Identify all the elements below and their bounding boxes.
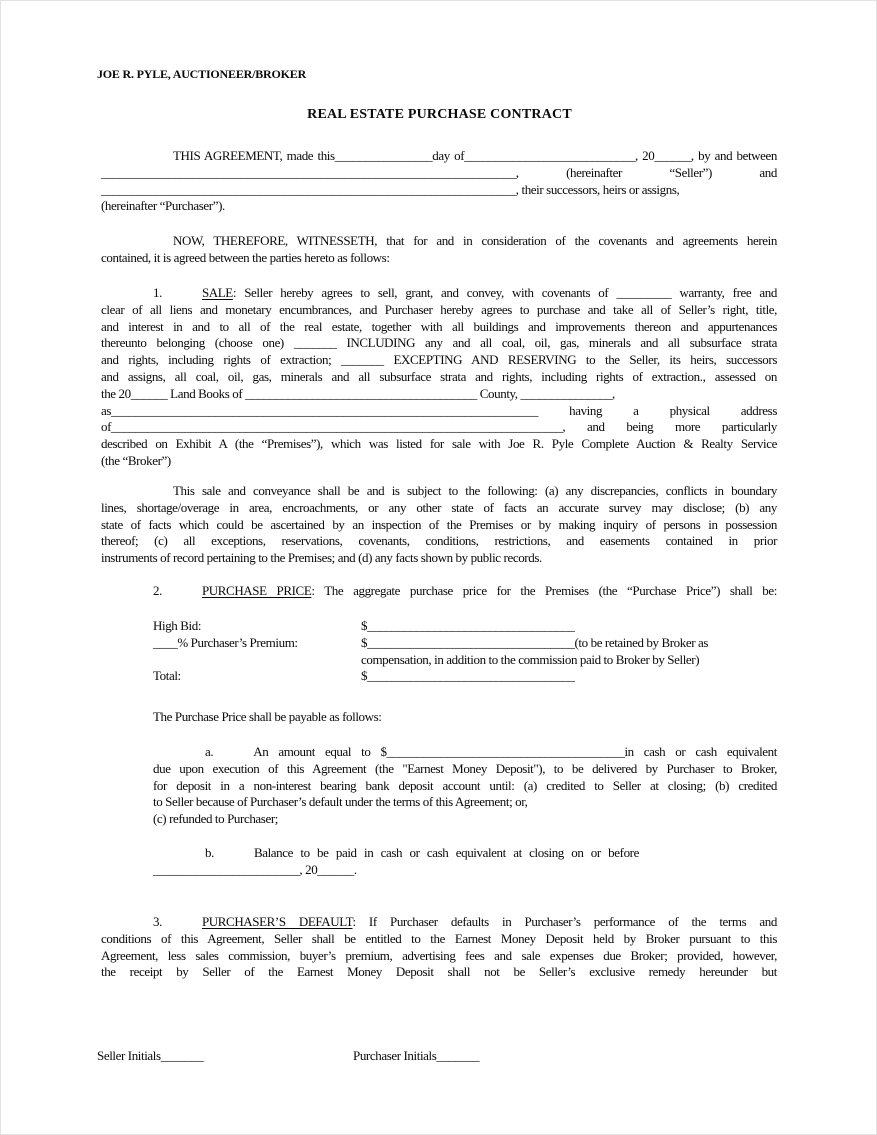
purchaser-initials: [353, 1047, 479, 1064]
section-2-purchase-price-heading: [101, 583, 777, 600]
price-row-premium-note: [153, 652, 777, 669]
text-line: and interest in and to all of the real estate, together with all buildings and improvements thereon and appurtenances: [101, 318, 777, 334]
text-line: ____________________________________________________________________, their successors, heirs or assigns,: [101, 181, 680, 197]
document-title: REAL ESTATE PURCHASE CONTRACT: [307, 107, 572, 122]
text-line: and rights, including rights of extraction; _______ EXCEPTING AND RESERVING to the Seller, its heirs, successors: [101, 352, 777, 368]
text-line: thereof; (c) all exceptions, reservations, covenants, conditions, restrictions, and easements contained in prior: [101, 533, 777, 549]
tab-space: [213, 755, 253, 756]
premium-amount-blank: $__________________________________(to be retained by Broker as: [361, 634, 709, 650]
sale-term: SALE: [201, 285, 233, 300]
price-row-total: [153, 668, 777, 685]
tab-space: [162, 296, 202, 297]
payable-intro: [153, 709, 777, 726]
price-row-high-bid: [153, 618, 777, 635]
high-bid-label: High Bid:: [153, 618, 202, 633]
seller-initials-label: Seller Initials: [97, 1048, 161, 1063]
clause-a-earnest-money: [153, 744, 777, 828]
text-line: the 20______ Land Books of ______________________________________ County, _______________,: [101, 385, 615, 401]
text-line: and assigns, all coal, oil, gas, minerals and all subsurface strata and rights, including rights of extraction., assessed on: [101, 368, 777, 384]
intro-paragraph: [101, 148, 777, 215]
total-label: Total:: [153, 668, 181, 684]
purchase-price-term: PURCHASE PRICE: [201, 583, 312, 598]
text-line: 2. PURCHASE PRICE: The aggregate purchase price for the Premises (the “Purchase Price”) shall be:: [153, 583, 777, 598]
purchaser-initials-blank: _______: [436, 1048, 480, 1063]
text-line: 3. PURCHASER’S DEFAULT: If Purchaser defaults in Purchaser’s performance of the terms and: [153, 914, 777, 929]
text-line: Agreement, less sales commission, buyer’s premium, advertising fees and sale expenses due Broker; provided, however,: [101, 947, 777, 963]
text-line: instruments of record pertaining to the Premises; and (d) any facts shown by public records.: [101, 550, 542, 566]
text-line: THIS AGREEMENT, made this________________day of____________________________, 20______, by and between: [173, 148, 777, 163]
text-line: as______________________________________________________________________ having a physical address: [101, 402, 777, 418]
purchasers-premium-label: ____% Purchaser’s Premium:: [153, 634, 298, 650]
purchasers-default-term: PURCHASER’S DEFAULT: [201, 914, 353, 929]
text-line: described on Exhibit A (the “Premises”), which was listed for sale with Joe R. Pyle Complete Auction & Realty Service: [101, 436, 777, 452]
total-amount-blank: $__________________________________: [361, 668, 575, 684]
text-line: 1. SALE: Seller hereby agrees to sell, grant, and convey, with covenants of _________ warranty, free and: [153, 285, 777, 300]
text-line: ________________________, 20______.: [153, 861, 357, 877]
text-line: NOW, THEREFORE, WITNESSETH, that for and in consideration of the covenants and agreements herein: [173, 233, 777, 248]
conveyance-paragraph: [101, 483, 777, 567]
text-line: thereunto belonging (choose one) _______ INCLUDING any and all coal, oil, gas, minerals and all subsurface strata: [101, 335, 777, 351]
text-line: the receipt by Seller of the Earnest Money Deposit shall not be Seller’s exclusive remedy hereunder but: [101, 964, 777, 980]
text-line: of__________________________________________________________________________, and being more particularly: [101, 419, 777, 435]
text-line: state of facts which could be ascertained by an inspection of the Premises or by making inquiry of persons in possession: [101, 516, 777, 532]
premium-note-spacer: [153, 652, 361, 669]
section-1-sale: [101, 285, 777, 470]
footer-initials: [1, 1047, 877, 1067]
witnesseth-paragraph: [101, 233, 777, 267]
broker-header-text: JOE R. PYLE, AUCTIONEER/BROKER: [97, 67, 307, 81]
text-line: clear of all liens and monetary encumbrances, and Purchaser hereby agrees to purchase and take all of Seller’s right, title,: [101, 301, 777, 317]
premium-note-text: compensation, in addition to the commission paid to Broker by Seller): [361, 651, 700, 667]
text-line: contained, it is agreed between the parties hereto as follows:: [101, 249, 390, 265]
section-3-purchaser-default: [101, 914, 777, 981]
seller-initials: [97, 1047, 203, 1064]
text-line: (c) refunded to Purchaser;: [153, 811, 278, 827]
text-line: lines, shortage/overage in area, encroachments, or any other state of facts an accurate survey may disclose; (b) any: [101, 499, 777, 515]
text-line: The Purchase Price shall be payable as follows:: [153, 709, 382, 724]
price-table: [153, 618, 777, 685]
tab-space: [162, 925, 202, 926]
text-line: (hereinafter “Purchaser”).: [101, 198, 225, 214]
purchaser-initials-label: Purchaser Initials: [353, 1048, 437, 1063]
text-line: for deposit in a non-interest bearing bank deposit account until: (a) credited to Seller at closing; (b) credited: [153, 777, 777, 793]
tab-space: [214, 856, 254, 857]
text-line: conditions of this Agreement, Seller shall be entitled to the Earnest Money Deposit held by Broker pursuant to this: [101, 930, 777, 946]
seller-initials-blank: _______: [160, 1048, 204, 1063]
tab-space: [162, 594, 202, 595]
text-line: (the “Broker”): [101, 452, 171, 468]
text-line: ____________________________________________________________________, (hereinafter “Seller”) and: [101, 164, 777, 180]
text-line: This sale and conveyance shall be and is subject to the following: (a) any discrepancies, conflicts in boundary: [173, 483, 777, 498]
price-row-premium: [153, 635, 777, 652]
text-line: a. An amount equal to $_______________________________________in cash or cash equivalent: [205, 744, 777, 759]
text-line: b. Balance to be paid in cash or cash equivalent at closing on or before: [205, 845, 639, 860]
text-line: to Seller because of Purchaser’s default under the terms of this Agreement; or,: [153, 794, 528, 810]
clause-b-balance: [153, 845, 777, 879]
text-line: due upon execution of this Agreement (the "Earnest Money Deposit"), to be delivered by Purchaser to Broker,: [153, 760, 777, 776]
high-bid-amount-blank: $__________________________________: [361, 618, 575, 633]
